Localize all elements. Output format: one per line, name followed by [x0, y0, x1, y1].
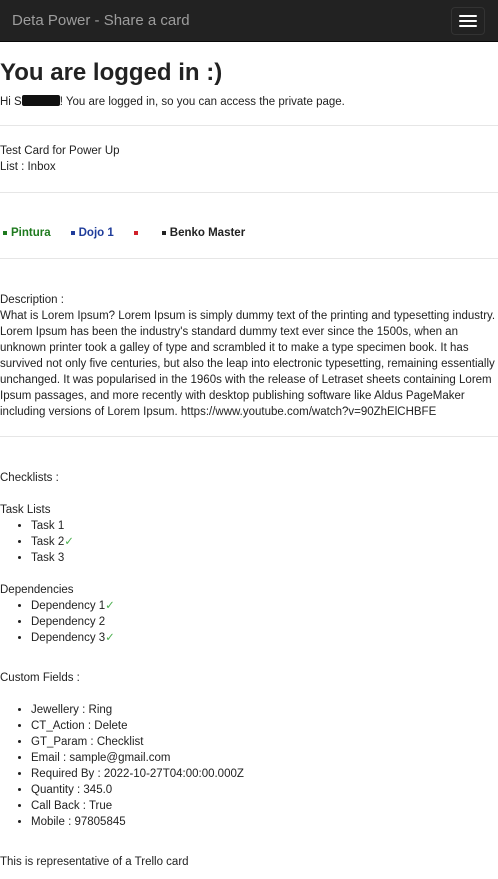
checklists-section	[0, 470, 498, 646]
checklist-item-text: Task 1	[31, 520, 65, 532]
checklist-items	[0, 598, 498, 646]
checklist-item-text: Task 2	[31, 536, 65, 548]
label-text: Dojo 1	[78, 227, 114, 239]
divider	[0, 192, 498, 193]
divider	[0, 258, 498, 259]
checklists-heading: Checklists :	[0, 472, 59, 484]
custom-field-item: • Quantity : 345.0	[31, 782, 498, 798]
label-text: Pintura	[11, 227, 51, 239]
checklist-item-text: Dependency 2	[31, 616, 106, 628]
card-label	[162, 225, 245, 241]
page-title: You are logged in :)	[0, 59, 223, 86]
card-labels	[0, 225, 498, 241]
checklist-item	[31, 550, 498, 566]
checklist-name: Task Lists	[0, 504, 51, 516]
checklist-item-text: Dependency 1	[31, 600, 106, 612]
menu-toggle-button[interactable]	[451, 7, 485, 35]
check-icon: ✓	[64, 536, 74, 548]
custom-field-item: • Mobile : 97805845	[31, 814, 498, 830]
login-intro	[0, 94, 498, 110]
description-heading: Description :	[0, 294, 64, 306]
checklist	[0, 502, 498, 566]
checklist-item-text: Dependency 3	[31, 632, 106, 644]
divider	[0, 436, 498, 437]
custom-fields-heading: Custom Fields :	[0, 672, 80, 684]
label-color-square-icon	[162, 231, 166, 235]
checklist-item	[31, 598, 498, 614]
checklist-item	[31, 518, 498, 534]
checklist-item-text: Task 3	[31, 552, 65, 564]
hamburger-icon-bar	[459, 15, 477, 17]
custom-field-item: • GT_Param : Checklist	[31, 734, 498, 750]
checklist-item	[31, 630, 498, 646]
custom-field-item: • Call Back : True	[31, 798, 498, 814]
card-name: Test Card for Power Up	[0, 145, 120, 157]
custom-field-item: • Email : sample@gmail.com	[31, 750, 498, 766]
intro-prefix: Hi S	[0, 96, 22, 108]
intro-suffix: ! You are logged in, so you can access the private page.	[59, 96, 345, 108]
footer-text: This is representative of a Trello card	[0, 856, 189, 868]
checklist-item	[31, 614, 498, 630]
checklists-container	[0, 502, 498, 646]
description-text: What is Lorem Ipsum? Lorem Ipsum is simply dummy text of the printing and typesetting industry. Lorem Ipsum has been the industry's standard dummy text ever since the 1500s, when an unknown printer took a galley of type and scrambled it to make a type specimen book. It has survived not only five centuries, but also the leap into electronic typesetting, remaining essentially unchanged. It was popularised in the 1960s with the release of Letraset sheets containing Lorem Ipsum passages, and more recently with desktop publishing software like Aldus PageMaker including versions of Lorem Ipsum. https://www.youtube.com/watch?v=90ZhElCHBFE	[0, 310, 496, 418]
navbar-brand[interactable]: Deta Power - Share a card	[12, 11, 190, 29]
divider	[0, 125, 498, 126]
label-color-square-icon	[3, 231, 7, 235]
card-list: List : Inbox	[0, 161, 56, 173]
custom-fields-list	[0, 702, 498, 830]
check-icon: ✓	[105, 600, 115, 612]
card-info	[0, 143, 498, 175]
custom-field-item: • CT_Action : Delete	[31, 718, 498, 734]
checklist-items	[0, 518, 498, 566]
hamburger-icon-bar	[459, 25, 477, 27]
description-section	[0, 292, 498, 420]
custom-field-item: • Required By : 2022-10-27T04:00:00.000Z	[31, 766, 498, 782]
card-label	[3, 225, 51, 241]
label-color-square-icon	[71, 231, 75, 235]
redacted-username	[22, 95, 60, 106]
custom-field-item: • Jewellery : Ring	[31, 702, 498, 718]
custom-fields-section	[0, 670, 498, 830]
check-icon: ✓	[105, 632, 115, 644]
checklist	[0, 582, 498, 646]
label-text: Benko Master	[169, 227, 246, 239]
card-label	[71, 225, 114, 241]
label-color-square-icon	[134, 231, 138, 235]
hamburger-icon-bar	[459, 20, 477, 22]
checklist-name: Dependencies	[0, 584, 74, 596]
card-label	[134, 231, 142, 235]
navbar	[0, 0, 498, 42]
checklist-item	[31, 534, 498, 550]
